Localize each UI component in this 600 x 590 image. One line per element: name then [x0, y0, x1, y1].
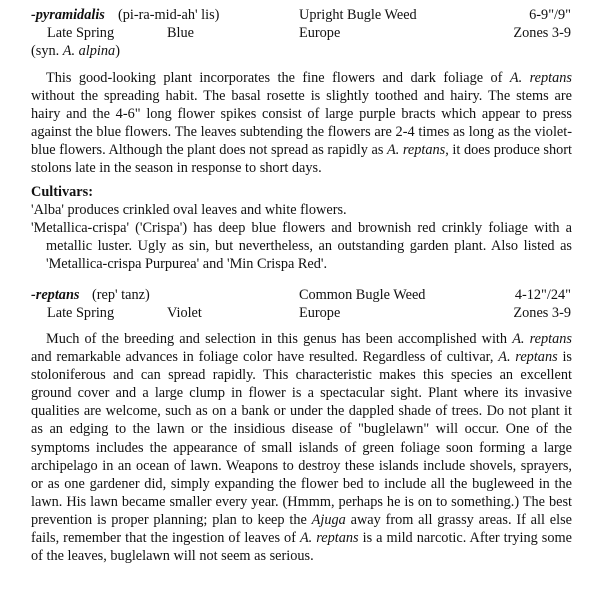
entry1-synonym-name: A. alpina: [62, 43, 116, 59]
entry1-pronunciation: (pi-ra-mid-ah' lis): [118, 7, 220, 23]
entry1-description: This good-looking plant incorporates the fine flowers and dark foliage of A. reptans without the spreading habit. The basal rosette is slightly toothed and hairy. The stems are hairy and the 4-6" long flower spikes consist of large purple bracts which appear to press against the blue flowers. The leaves subtending the flowers are 2-4 times as long as the violet-blue flowers. Although the plant does not spread as rapidly as A. reptans, it does produce short stolons late in the season in response to short days.: [31, 70, 572, 177]
entry1-common-name: Upright Bugle Weed: [299, 7, 417, 23]
entry2-description: Much of the breeding and selection in this genus has been accomplished with A. reptans and remarkable advances in foliage color have resulted. Regardless of cultivar, A. reptans is stoloniferous and can spread rapidly. This characteristic makes this species an excellent ground cover and a large clump in flower is a spectacular sight. Plant where its invasive qualities are welcome, such as on a bank or under the dappled shade of trees. Do not plant it as an edging to the lawn or the insidious disease of "buglelawn" will occur. One of the symptoms includes the appearance of small islands of green foliage soon forming a large archipelago in an ocean of lawn. Weapons to destroy these islands include shovels, sprayers, or as one gardener did, simply expanding the flower bed to include all the bugleweed in the lawn. His lawn became smaller every year. (Hmmm, perhaps he is on to something.) The best prevention is proper planning; plan to keep the Ajuga away from all grassy areas. If all else fails, remember that the ingestion of leaves of A. reptans is a mild narcotic. After trying some of the leaves, buglelawn will not seem as serious.: [31, 331, 572, 565]
entry1-zones: Zones 3-9: [513, 25, 571, 41]
entry2-origin: Europe: [299, 305, 341, 321]
cultivars-heading: Cultivars:: [31, 184, 93, 200]
entry1-name: -pyramidalis: [31, 7, 105, 23]
entry2-season: Late Spring: [47, 305, 115, 321]
cultivar-item-alba: 'Alba' produces crinkled oval leaves and white flowers.: [31, 202, 347, 218]
entry2-name: -reptans: [31, 287, 80, 303]
entry1-color: Blue: [167, 25, 195, 41]
entry1-synonym: (syn. A. alpina): [31, 43, 120, 59]
entry2-height: 4-12"/24": [514, 287, 571, 303]
entry1-height: 6-9"/9": [529, 7, 571, 23]
entry2-color: Violet: [167, 305, 202, 321]
entry2-common-name: Common Bugle Weed: [299, 287, 426, 303]
cultivar-item-metallica-crispa: 'Metallica-crispa' ('Crispa') has deep blue flowers and brownish red crinkly foliage with a metallic luster. Ugly as sin, but nevertheless, an outstanding garden plant. Also listed as 'Metallica-crispa Purpurea' and 'Min Crispa Red'.: [31, 220, 572, 273]
entry2-zones: Zones 3-9: [513, 305, 571, 321]
entry1-origin: Europe: [299, 25, 341, 41]
entry2-pronunciation: (rep' tanz): [92, 287, 150, 303]
entry1-season: Late Spring: [47, 25, 115, 41]
cultivars-list: [31, 201, 572, 273]
